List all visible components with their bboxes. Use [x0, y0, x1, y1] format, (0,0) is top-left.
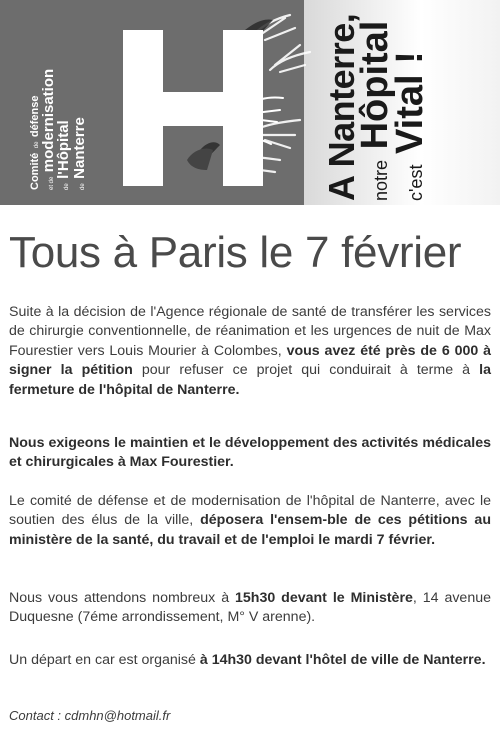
committee-word-comite: Comité	[29, 152, 41, 190]
hospital-h-logo	[95, 10, 335, 200]
slogan-line-3: c'est Vital !	[389, 51, 432, 201]
paragraph-demands: Nous exigeons le maintien et le développement des activités médicales et chirurgicales à Max Fourestier.	[9, 435, 491, 471]
paragraph-committee: Le comité de défense et de modernisation de l'hôpital de Nanterre, avec le soutien des élus de la ville, déposera l'ensem-ble de ces pétitions au ministère de la santé, du travail et de l'emploi le mardi 7 février.	[9, 493, 491, 548]
paragraph-meeting: Nous vous attendons nombreux à 15h30 devant le Ministère, 14 avenue Duquesne (7éme arrondissement, M° V arenne).	[9, 590, 491, 626]
slogan-line-2: notre Hôpital	[354, 20, 397, 201]
committee-name: Comité de défense et de modernisation de l'Hôpital de Nanterre	[29, 68, 88, 190]
paragraph-petition: Suite à la décision de l'Agence régionale de santé de transférer les services de chirurgie conventionnelle, de réanimation et les urgences de nuit de Max Fourestier vers Louis Mourier à Colombes, vous avez été près de 6 000 à signer la pétition pour refuser ce projet qui conduirait à terme à la fermeture de l'hôpital de Nanterre.	[9, 304, 492, 398]
slogan	[321, 6, 495, 201]
page-title: Tous à Paris le 7 février	[9, 228, 462, 277]
header-banner	[0, 0, 500, 205]
slogan-line-1: A Nanterre,	[321, 13, 362, 201]
contact-line: Contact : cdmhn@hotmail.fr	[9, 708, 171, 723]
paragraph-bus: Un départ en car est organisé à 14h30 devant l'hôtel de ville de Nanterre.	[9, 652, 486, 668]
